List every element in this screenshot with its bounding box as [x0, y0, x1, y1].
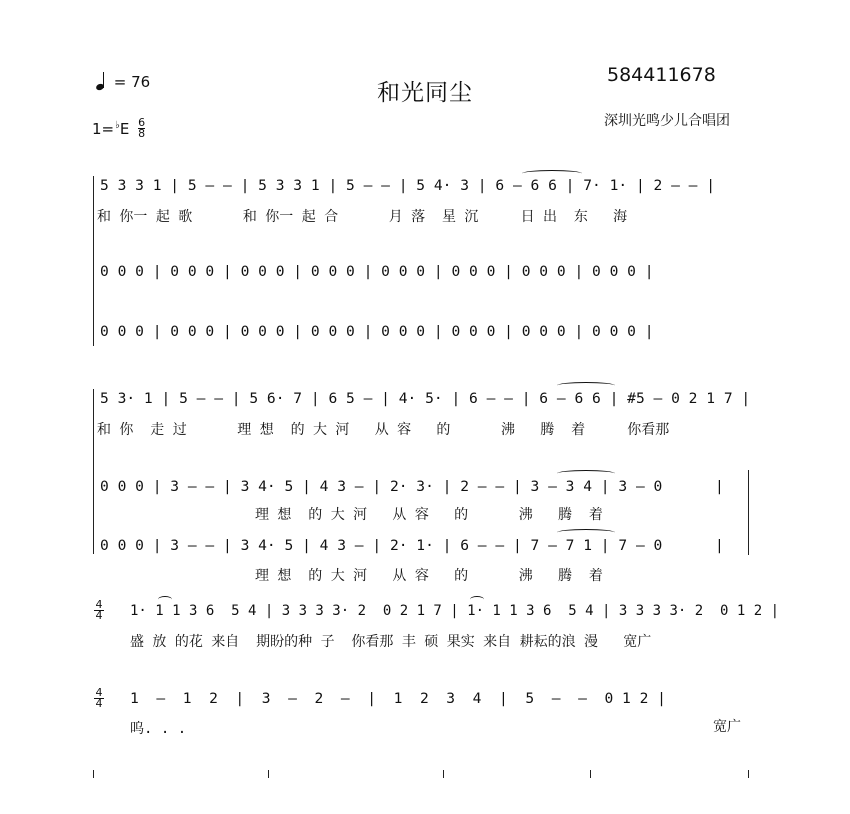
partial-bar: [443, 770, 444, 778]
key-prefix: 1=: [92, 120, 115, 138]
system3-time-signature: 4 4: [95, 598, 103, 622]
partial-bar: [268, 770, 269, 778]
system3-part2-lyrics-right: 宽广: [713, 719, 741, 735]
choir-name: 深圳光鸣少儿合唱团: [604, 113, 730, 129]
system1-melody: 5 3 3 1 | 5 – – | 5 3 3 1 | 5 – – | 5 4· 3 | 6 – 6 6 | 7· 1· | 2 – – |: [100, 177, 716, 194]
system1-part2: 0 0 0 | 0 0 0 | 0 0 0 | 0 0 0 | 0 0 0 | 0 0 0 | 0 0 0 | 0 0 0 |: [100, 263, 654, 280]
system2-left-bar: [93, 389, 94, 554]
system2-part3-lyrics: 理 想 的 大 河 从 容 的 沸 腾 着: [255, 568, 603, 584]
tempo-value: = 76: [113, 73, 151, 91]
time-signature: $\frac{6}{8}$: [138, 116, 146, 140]
partial-bar: [590, 770, 591, 778]
score-id: 584411678: [607, 64, 716, 86]
system3-part2: 1 – 1 2 | 3 – 2 – | 1 2 3 4 | 5 – – 0 1 2 |: [130, 690, 666, 707]
slur: [557, 529, 615, 536]
system3-lyrics: 盛 放 的花 来自 期盼的种 子 你看那 丰 硕 果实 来自 耕耘的浪 漫 宽广: [130, 634, 652, 650]
system3-melody: 1· 1 1 3 6 5 4 | 3 3 3 3· 2 0 2 1 7 | 1· 1 1 3 6 5 4 | 3 3 3 3· 2 0 1 2 |: [130, 603, 780, 619]
slur: [522, 170, 582, 177]
partial-bar: [93, 770, 94, 778]
slur: [158, 596, 172, 603]
key-signature: [92, 118, 145, 139]
system2-part2: 0 0 0 | 3 – – | 3 4· 5 | 4 3 – | 2· 3· | 2 – – | 3 – 3 4 | 3 – 0 |: [100, 478, 724, 495]
system2-part3: 0 0 0 | 3 – – | 3 4· 5 | 4 3 – | 2· 1· | 6 – – | 7 – 7 1 | 7 – 0 |: [100, 537, 724, 554]
part2-time-signature: 4 4: [95, 686, 103, 710]
flat-symbol: ♭: [115, 120, 120, 131]
system2-melody: 5 3· 1 | 5 – – | 5 6· 7 | 6 5 – | 4· 5· | 6 – – | 6 – 6 6 | #5 – 0 2 1 7 |: [100, 390, 751, 407]
system2-lyrics: 和 你 走 过 理 想 的 大 河 从 容 的 沸 腾 着 你看那: [97, 422, 670, 438]
slur: [470, 596, 484, 603]
quarter-note-icon: [95, 72, 109, 90]
system1-left-bar: [93, 176, 94, 346]
tempo-marking: [95, 72, 150, 91]
system2-end-bar: [748, 470, 749, 555]
system2-part2-lyrics: 理 想 的 大 河 从 容 的 沸 腾 着: [255, 507, 603, 523]
system1-part3: 0 0 0 | 0 0 0 | 0 0 0 | 0 0 0 | 0 0 0 | 0 0 0 | 0 0 0 | 0 0 0 |: [100, 323, 654, 340]
partial-bar: [748, 770, 749, 778]
song-title: 和光同尘: [377, 80, 473, 106]
slur: [557, 382, 615, 389]
system1-lyrics: 和 你一 起 歌 和 你一 起 合 月 落 星 沉 日 出 东 海: [97, 209, 628, 225]
slur: [557, 470, 615, 477]
key-letter: E: [119, 120, 130, 138]
system3-part2-lyrics-left: 呜. . .: [130, 721, 187, 737]
